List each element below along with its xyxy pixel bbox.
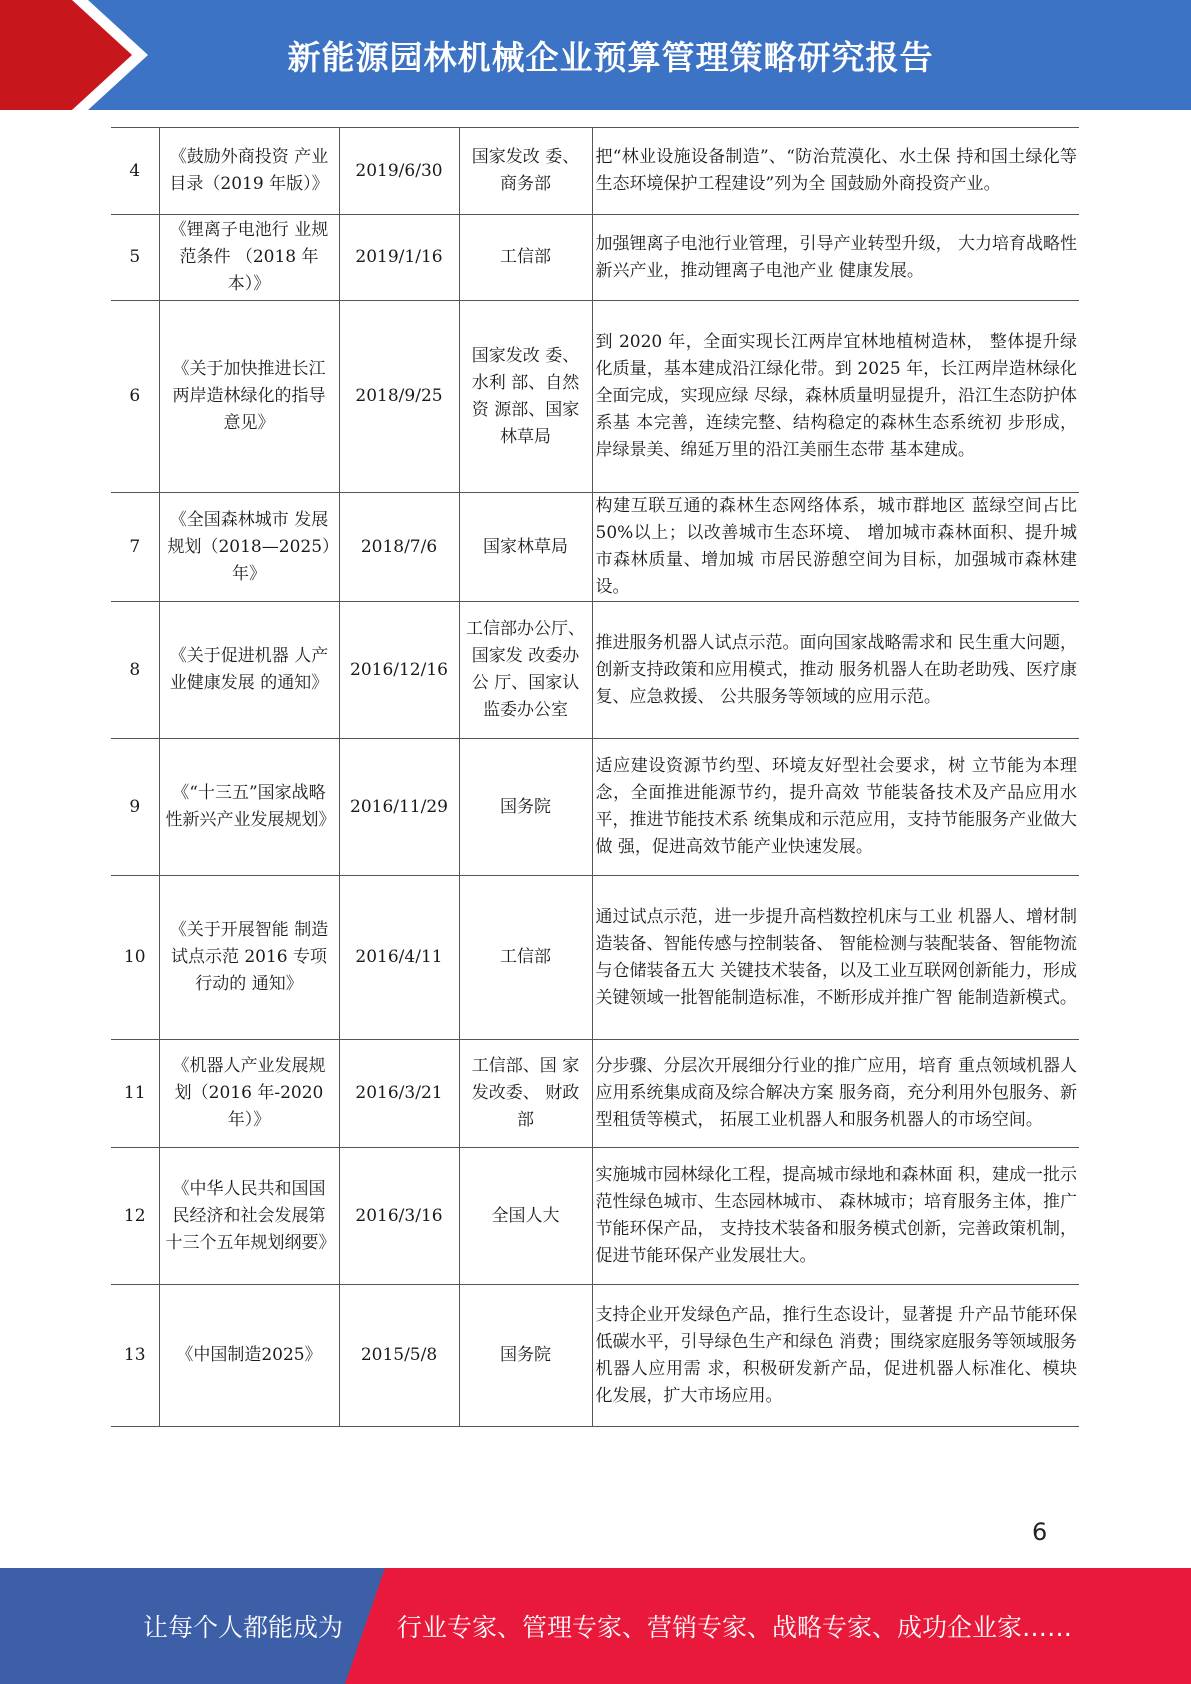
row-number: 5 (111, 215, 159, 301)
issuing-department: 工信部、国 家发改委、 财政部 (459, 1040, 592, 1148)
row-number: 8 (111, 602, 159, 739)
issuing-department: 国家发改 委、水利 部、自然资 源部、国家林草局 (459, 301, 592, 493)
page-number: 6 (1032, 1518, 1048, 1546)
policy-content: 推进服务机器人试点示范。面向国家战略需求和 民生重大问题，创新支持政策和应用模式，推动 服务机器人在助老助残、医疗康复、应急救援、 公共服务等领域的应用示范。 (592, 602, 1079, 739)
row-number: 9 (111, 739, 159, 876)
policy-name: 《鼓励外商投资 产业目录（2019 年版）》 (159, 128, 339, 215)
issue-date: 2016/12/16 (339, 602, 459, 739)
row-number: 13 (111, 1285, 159, 1427)
table-row (111, 1285, 1079, 1427)
page-footer (0, 1568, 1191, 1684)
issuing-department: 国家林草局 (459, 493, 592, 602)
issue-date: 2016/3/16 (339, 1148, 459, 1285)
footer-slogan-left: 让每个人都能成为 (143, 1613, 344, 1642)
policy-name: 《全国森林城市 发展规划（2018—2025）年》 (159, 493, 339, 602)
policy-content: 实施城市园林绿化工程，提高城市绿地和森林面 积，建成一批示范性绿色城市、生态园林城市、 森林城市；培育服务主体，推广节能环保产品， 支持技术装备和服务模式创新，完善政策机制， 促进节能环保产业发展壮大。 (592, 1148, 1079, 1285)
table-row (111, 739, 1079, 876)
issue-date: 2018/7/6 (339, 493, 459, 602)
header-arrow-icon (0, 0, 150, 110)
table-row (111, 1040, 1079, 1148)
policy-content: 到 2020 年，全面实现长江两岸宜林地植树造林， 整体提升绿化质量，基本建成沿江绿化带。到 2025 年，长江两岸造林绿化全面完成，实现应绿 尽绿，森林质量明显提升，沿江生态防护体系基 本完善，连续完整、结构稳定的森林生态系统初 步形成，岸绿景美、绵延万里的沿江美丽生态带 基本建成。 (592, 301, 1079, 493)
report-title: 新能源园林机械企业预算管理策略研究报告 (287, 37, 934, 77)
policy-name: 《“十三五”国家战略性新兴产业发展规划》 (159, 739, 339, 876)
row-number: 12 (111, 1148, 159, 1285)
issue-date: 2018/9/25 (339, 301, 459, 493)
table-row (111, 493, 1079, 602)
footer-slogan-right: 行业专家、管理专家、营销专家、战略专家、成功企业家…… (397, 1613, 1073, 1642)
row-number: 4 (111, 128, 159, 215)
policy-content: 分步骤、分层次开展细分行业的推广应用，培育 重点领域机器人应用系统集成商及综合解决方案 服务商，充分利用外包服务、新型租赁等模式， 拓展工业机器人和服务机器人的市场空间。 (592, 1040, 1079, 1148)
policy-content: 支持企业开发绿色产品，推行生态设计，显著提 升产品节能环保低碳水平，引导绿色生产和绿色 消费；围绕家庭服务等领域服务机器人应用需 求，积极研发新产品，促进机器人标准化、模块 化发展，扩大市场应用。 (592, 1285, 1079, 1427)
table-row (111, 1148, 1079, 1285)
issue-date: 2016/4/11 (339, 876, 459, 1040)
issue-date: 2019/6/30 (339, 128, 459, 215)
issuing-department: 全国人大 (459, 1148, 592, 1285)
policy-content: 通过试点示范，进一步提升高档数控机床与工业 机器人、增材制造装备、智能传感与控制装备、 智能检测与装配装备、智能物流与仓储装备五大 关键技术装备，以及工业互联网创新能力，形成 关键领域一批智能制造标准，不断形成并推广智 能制造新模式。 (592, 876, 1079, 1040)
policy-name: 《中国制造2025》 (159, 1285, 339, 1427)
policy-content: 构建互联互通的森林生态网络体系，城市群地区 蓝绿空间占比 50%以上；以改善城市生态环境、 增加城市森林面积、提升城市森林质量、增加城 市居民游憩空间为目标，加强城市森林建设。 (592, 493, 1079, 602)
row-number: 6 (111, 301, 159, 493)
policy-content: 把“林业设施设备制造”、“防治荒漠化、水土保 持和国土绿化等生态环境保护工程建设”列为全 国鼓励外商投资产业。 (592, 128, 1079, 215)
table-row (111, 128, 1079, 215)
policy-table (111, 127, 1079, 1427)
issuing-department: 国务院 (459, 739, 592, 876)
table-row (111, 215, 1079, 301)
issue-date: 2019/1/16 (339, 215, 459, 301)
table-row (111, 301, 1079, 493)
table-row (111, 876, 1079, 1040)
table-row (111, 602, 1079, 739)
policy-content: 适应建设资源节约型、环境友好型社会要求，树 立节能为本理念，全面推进能源节约，提升高效 节能装备技术及产品应用水平，推进节能技术系 统集成和示范应用，支持节能服务产业做大做 强，促进高效节能产业快速发展。 (592, 739, 1079, 876)
row-number: 10 (111, 876, 159, 1040)
policy-name: 《关于促进机器 人产业健康发展 的通知》 (159, 602, 339, 739)
issue-date: 2016/3/21 (339, 1040, 459, 1148)
issuing-department: 工信部 (459, 215, 592, 301)
policy-name: 《关于加快推进长江两岸造林绿化的指导意见》 (159, 301, 339, 493)
policy-name: 《机器人产业发展规划（2016 年-2020 年）》 (159, 1040, 339, 1148)
policy-name: 《关于开展智能 制造试点示范 2016 专项行动的 通知》 (159, 876, 339, 1040)
issue-date: 2016/11/29 (339, 739, 459, 876)
issuing-department: 国务院 (459, 1285, 592, 1427)
issuing-department: 工信部 (459, 876, 592, 1040)
row-number: 7 (111, 493, 159, 602)
policy-content: 加强锂离子电池行业管理，引导产业转型升级， 大力培育战略性新兴产业，推动锂离子电池产业 健康发展。 (592, 215, 1079, 301)
policy-name: 《锂离子电池行 业规范条件 （2018 年本）》 (159, 215, 339, 301)
row-number: 11 (111, 1040, 159, 1148)
page-header (0, 0, 1191, 110)
issue-date: 2015/5/8 (339, 1285, 459, 1427)
issuing-department: 国家发改 委、商务部 (459, 128, 592, 215)
issuing-department: 工信部办公厅、国家发 改委办公 厅、国家认 监委办公室 (459, 602, 592, 739)
policy-name: 《中华人民共和国国民经济和社会发展第十三个五年规划纲要》 (159, 1148, 339, 1285)
